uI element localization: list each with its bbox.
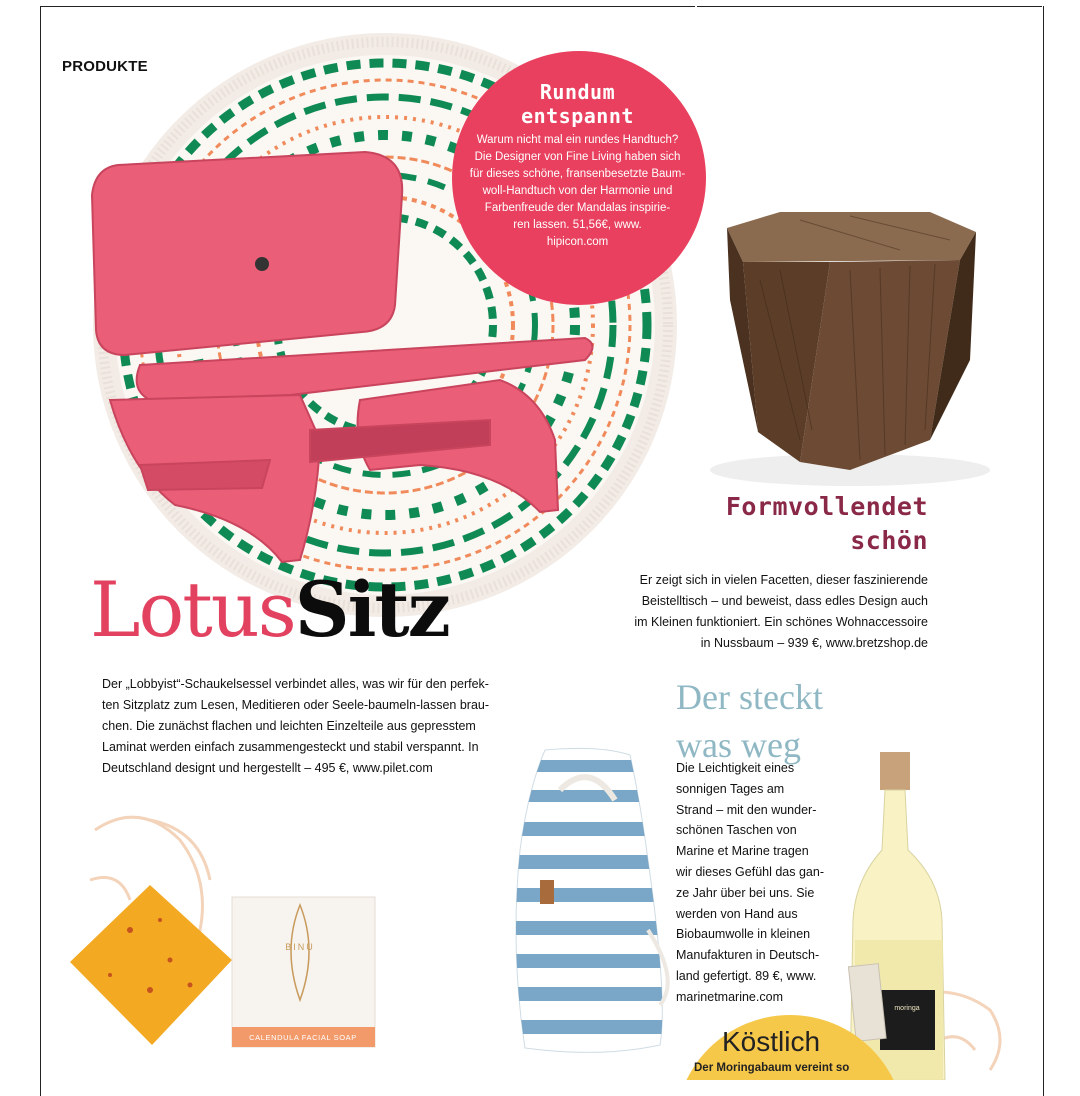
steckt-line: Biobaumwolle in kleinen bbox=[676, 927, 811, 942]
lotus-line: ten Sitzplatz zum Lesen, Meditieren oder Seele-baumeln-lassen brau- bbox=[102, 698, 490, 712]
soap-box-label: CALENDULA FACIAL SOAP bbox=[249, 1033, 357, 1042]
steckt-line: schönen Taschen von bbox=[676, 823, 797, 838]
badge-title-line2: entspannt bbox=[521, 104, 634, 128]
steckt-line: werden von Hand aus bbox=[676, 906, 798, 921]
steckt-line: wir dieses Gefühl das gan- bbox=[676, 864, 824, 879]
koestlich-title: Köstlich bbox=[722, 1026, 821, 1057]
chair-hole bbox=[255, 257, 269, 271]
badge-text bbox=[455, 80, 700, 251]
steckt-line: Die Leichtigkeit eines bbox=[676, 761, 795, 775]
formvollendet-title-line2: schön bbox=[850, 526, 928, 555]
formvollendet-heading bbox=[726, 490, 928, 558]
badge-line: hipicon.com bbox=[546, 236, 609, 248]
soap-box-brand: BINU bbox=[285, 942, 315, 952]
lotus-line: Laminat werden einfach zusammengesteckt und stabil verspannt. In bbox=[102, 740, 479, 754]
steckt-line: ze Jahr über bei uns. Sie bbox=[676, 885, 815, 900]
steckt-heading bbox=[676, 673, 823, 769]
formvollendet-title-line1: Formvollendet bbox=[725, 492, 928, 521]
formvollendet-line: Er zeigt sich in vielen Facetten, dieser faszinierende bbox=[639, 573, 928, 587]
lotus-line: Der „Lobbyist“-Schaukelsessel verbindet alles, was wir für den perfek- bbox=[102, 677, 489, 691]
section-label: PRODUKTE bbox=[62, 58, 148, 75]
steckt-line: Strand – mit den wunder- bbox=[676, 802, 817, 817]
badge-title-line1: Rundum bbox=[539, 80, 616, 104]
lotus-title-part1: Lotus bbox=[90, 565, 295, 654]
lotus-line: Deutschland designt und hergestellt – 495 €, www.pilet.com bbox=[102, 761, 433, 775]
steckt-line: land gefertigt. 89 €, www. bbox=[676, 968, 817, 983]
steckt-title-line2: was weg bbox=[676, 725, 801, 765]
steckt-line: sonnigen Tages am bbox=[676, 781, 785, 796]
soap-box-image bbox=[232, 897, 375, 1047]
badge-line: Die Designer von Fine Living haben sich bbox=[474, 151, 681, 163]
steckt-title-line1: Der steckt bbox=[676, 677, 823, 717]
steckt-line: Marine et Marine tragen bbox=[676, 844, 809, 859]
steckt-body bbox=[676, 758, 846, 1008]
steckt-line: Manufakturen in Deutsch- bbox=[676, 948, 820, 963]
formvollendet-line: im Kleinen funktioniert. Ein schönes Wohnaccessoire bbox=[634, 615, 928, 629]
oil-bottle-image bbox=[848, 752, 945, 1080]
lotus-title-part2: Sitz bbox=[294, 565, 449, 654]
lotus-line: chen. Die zunächst flachen und leichten Einzelteile aus gepresstem bbox=[102, 719, 476, 733]
badge-line: für dieses schöne, fransenbesetzte Baum- bbox=[469, 168, 686, 180]
duffel-bag-image bbox=[500, 748, 680, 1052]
soap-bar-image bbox=[70, 885, 232, 1045]
badge-line: Warum nicht mal ein rundes Handtuch? bbox=[476, 134, 679, 146]
bottle-label: moringa bbox=[894, 1005, 920, 1012]
formvollendet-line: Beistelltisch – und beweist, dass edles Design auch bbox=[641, 594, 928, 608]
badge-body bbox=[455, 132, 700, 251]
lotus-sitz-title bbox=[90, 560, 449, 660]
formvollendet-body bbox=[598, 570, 928, 654]
badge-line: woll-Handtuch von der Harmonie und bbox=[482, 185, 673, 197]
badge-line: ren lassen. 51,56€, www. bbox=[513, 219, 642, 231]
lotus-body bbox=[102, 674, 512, 779]
side-table-image bbox=[710, 212, 990, 486]
steckt-line: marinetmarine.com bbox=[676, 989, 783, 1004]
formvollendet-line: in Nussbaum – 939 €, www.bretzshop.de bbox=[700, 636, 928, 650]
koestlich-subtitle: Der Moringabaum vereint so bbox=[694, 1062, 850, 1074]
badge-line: Farbenfreude der Mandalas inspirie- bbox=[484, 202, 671, 214]
